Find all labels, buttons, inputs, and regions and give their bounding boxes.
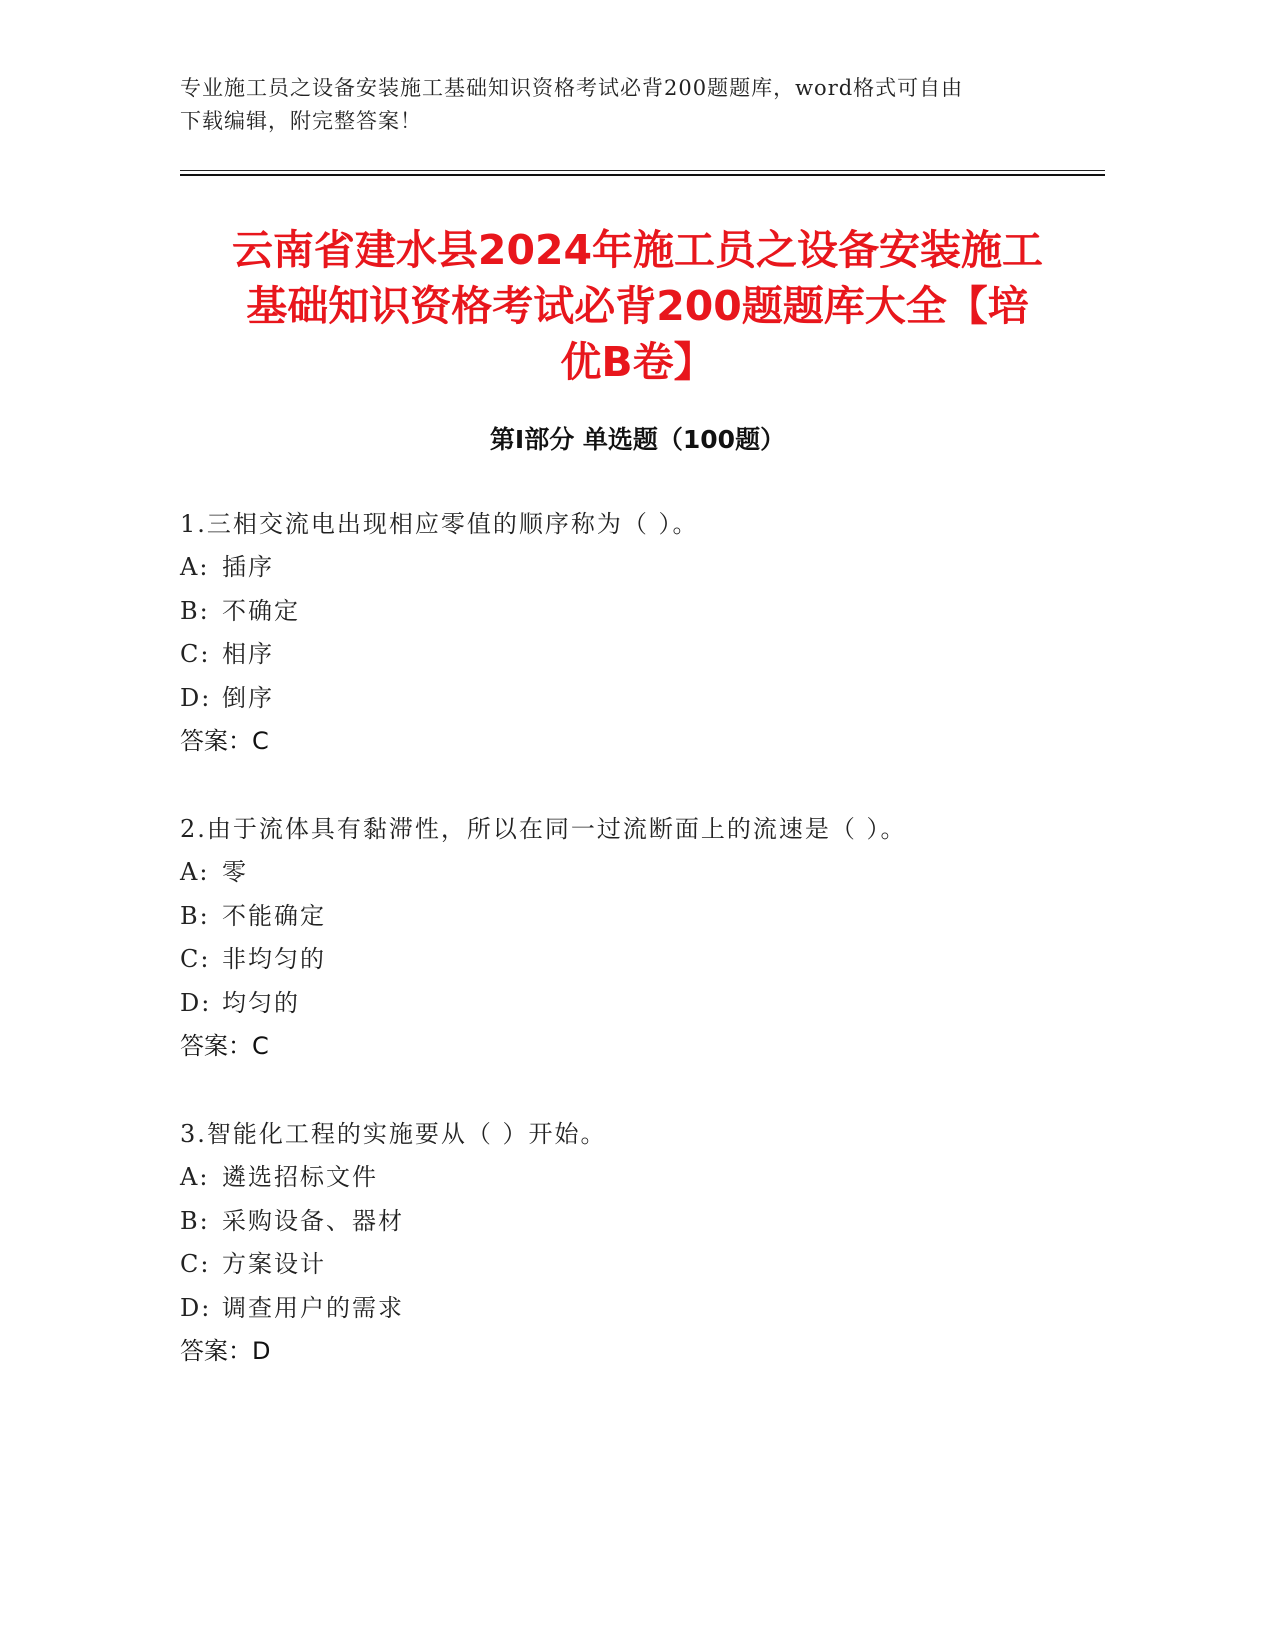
- option-b: [180, 590, 1080, 634]
- option-text: 不能确定: [222, 901, 326, 930]
- option-key: B:: [180, 596, 210, 625]
- header-rule-thin: [180, 170, 1105, 171]
- option-text: 相序: [222, 640, 274, 668]
- question-stem: 2.由于流体具有黏滞性，所以在同一过流断面上的流速是（ ）。: [180, 815, 907, 843]
- option-key: D:: [180, 683, 212, 712]
- option-text: 调查用户的需求: [222, 1293, 404, 1322]
- option-b: [180, 895, 1080, 939]
- question-3: [180, 1112, 1080, 1374]
- option-a: [180, 546, 1080, 590]
- answer: 答案：C: [180, 727, 269, 755]
- answer: 答案：D: [180, 1337, 271, 1365]
- document-title-line-1: 云南省建水县2024年施工员之设备安装施工: [231, 226, 1044, 274]
- question-stem: 1.三相交流电出现相应零值的顺序称为（ ）。: [180, 510, 699, 538]
- option-text: 插序: [222, 553, 274, 581]
- header-rule-thick: [180, 174, 1105, 176]
- option-a: [180, 1156, 1080, 1200]
- document-title-line-2: 基础知识资格考试必背200题题库大全【培: [246, 282, 1029, 330]
- document-title: [150, 222, 1125, 390]
- option-text: 零: [222, 858, 248, 886]
- option-text: 均匀的: [222, 988, 300, 1017]
- question-2: [180, 807, 1080, 1069]
- option-key: B:: [180, 901, 210, 930]
- option-d: [180, 677, 1080, 721]
- option-key: B:: [180, 1206, 210, 1235]
- option-key: D:: [180, 988, 212, 1017]
- option-a: [180, 851, 1080, 895]
- option-text: 采购设备、器材: [222, 1206, 404, 1235]
- option-c: [180, 633, 1080, 677]
- document-title-line-3: 优B卷】: [560, 338, 715, 386]
- option-d: [180, 982, 1080, 1026]
- option-text: 方案设计: [222, 1250, 326, 1278]
- option-key: D:: [180, 1293, 212, 1322]
- answer: 答案：C: [180, 1032, 269, 1060]
- question-stem: 3.智能化工程的实施要从（ ）开始。: [180, 1120, 607, 1148]
- option-d: [180, 1287, 1080, 1331]
- option-key: A:: [180, 858, 210, 886]
- option-key: C:: [180, 1250, 211, 1278]
- option-text: 遴选招标文件: [222, 1163, 378, 1191]
- question-1: [180, 502, 1080, 764]
- option-key: A:: [180, 1163, 210, 1191]
- option-c: [180, 938, 1080, 982]
- option-text: 倒序: [222, 683, 274, 712]
- option-c: [180, 1243, 1080, 1287]
- header-note-line-1: 专业施工员之设备安装施工基础知识资格考试必背200题题库，word格式可自由: [180, 76, 964, 100]
- section-heading: 第Ⅰ部分 单选题（100题）: [489, 425, 786, 454]
- option-text: 非均匀的: [222, 945, 326, 973]
- option-key: A:: [180, 553, 210, 581]
- option-text: 不确定: [222, 596, 300, 625]
- header-note-line-2: 下载编辑，附完整答案！: [180, 109, 422, 133]
- header-note: [180, 72, 1060, 138]
- option-key: C:: [180, 945, 211, 973]
- option-b: [180, 1200, 1080, 1244]
- option-key: C:: [180, 640, 211, 668]
